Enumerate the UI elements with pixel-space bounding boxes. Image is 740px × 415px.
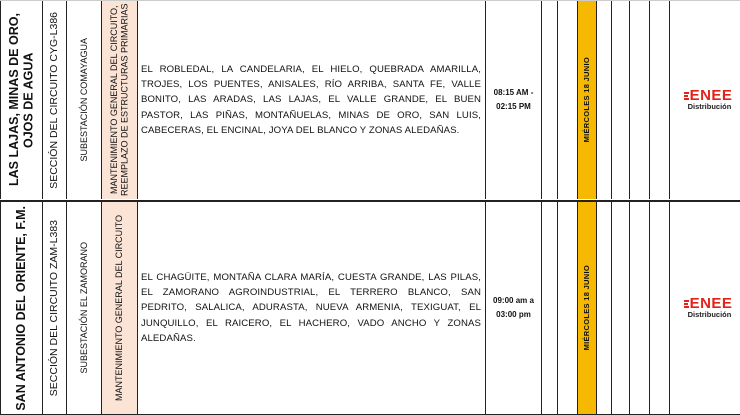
enee-logo [684,296,733,319]
substation-text: SUBESTACIÓN COMAYAGUA [78,38,89,162]
location-text: LAS LAJAS, MINAS DE ORO, OJOS DE AGUA [7,13,36,187]
enee-logo [684,88,733,111]
empty-day-cell [630,202,650,414]
work-type-cell [102,202,138,414]
circuit-section-cell [43,202,67,414]
scheduled-day-text: MIÉRCOLES 18 JUNIO [581,57,591,143]
empty-day-cell [558,1,578,199]
empty-day-cell [542,202,558,414]
logo-bars-icon [684,92,689,100]
circuit-section-text: SECCIÓN DEL CIRCUITO ZAM-L383 [48,219,61,397]
empty-day-cell [630,1,650,199]
work-type-cell [102,1,138,199]
time-cell [486,1,542,199]
empty-day-cell [612,202,630,414]
logo-word: ENEE [689,87,733,105]
time-text [493,294,534,321]
table-row [0,200,740,415]
circuit-section-cell [43,1,67,199]
substation-text: SUBESTACIÓN EL ZAMORANO [78,242,89,374]
time-cell [486,202,542,414]
empty-day-cell [597,202,612,414]
location-text: SAN ANTONIO DEL ORIENTE, F.M. [14,205,29,411]
time-end: 02:15 PM [496,102,531,111]
work-type-text: MANTENIMIENTO GENERAL DEL CIRCUITO [114,214,125,402]
empty-day-cell [558,202,578,414]
time-start: 09:00 am a [493,296,534,306]
substation-cell [67,202,102,414]
logo-cell [670,1,740,199]
circuit-section-text: SECCIÓN DEL CIRCUITO CYG-L386 [48,11,61,189]
affected-areas-cell [138,1,486,199]
scheduled-day-cell [578,202,597,414]
substation-cell [67,1,102,199]
logo-subtitle: Distribución [687,310,732,320]
logo-subtitle: Distribución [687,102,732,112]
logo-word: ENEE [689,295,733,313]
empty-day-cell [612,1,630,199]
time-text [494,86,534,113]
work-type-text: MANTENIMIENTO GENERAL DEL CIRCUITO, REEMPLAZO DE ESTRUCTURAS PRIMARIAS [109,3,130,197]
affected-areas-text: EL ROBLEDAL, LA CANDELARIA, EL HIELO, QUEBRADA AMARILLA, TROJES, LOS PUENTES, ANISALES, RÍO ARRIBA, SANTA FE, VALLE BONITO, LAS ARADAS, LAS LAJAS, EL VALLE GRANDE, EL BUEN PASTOR, LAS PIÑAS, MONTAÑUELAS, MINAS DE ORO, SAN LUIS, CABECERAS, EL ENCINAL, JOYA DEL BLANCO Y ZONAS ALEDAÑAS. [141,64,481,136]
time-start: 08:15 AM - [493,88,534,98]
logo-cell [670,202,740,414]
empty-day-cell [597,1,612,199]
empty-day-cell [650,1,670,199]
table-row [0,0,740,199]
location-cell [0,202,43,414]
location-cell [0,1,43,199]
scheduled-day-text: MIÉRCOLES 18 JUNIO [581,265,591,351]
scheduled-day-cell [578,1,597,199]
affected-areas-text: EL CHAGÜITE, MONTAÑA CLARA MARÍA, CUESTA GRANDE, LAS PILAS, EL ZAMORANO AGROINDUSTRIAL, EL TERRERO BLANCO, SAN PEDRITO, SALALICA, ADURASTA, NUEVA ARMENIA, TEXIGUAT, EL JUNQUILLO, EL RAICERO, EL HACHERO, VADO ANCHO Y ZONAS ALEDAÑAS. [141,272,481,344]
logo-bars-icon [684,300,689,308]
empty-day-cell [542,1,558,199]
time-end: 03:00 pm [496,310,531,319]
empty-day-cell [650,202,670,414]
affected-areas-cell [138,202,486,414]
